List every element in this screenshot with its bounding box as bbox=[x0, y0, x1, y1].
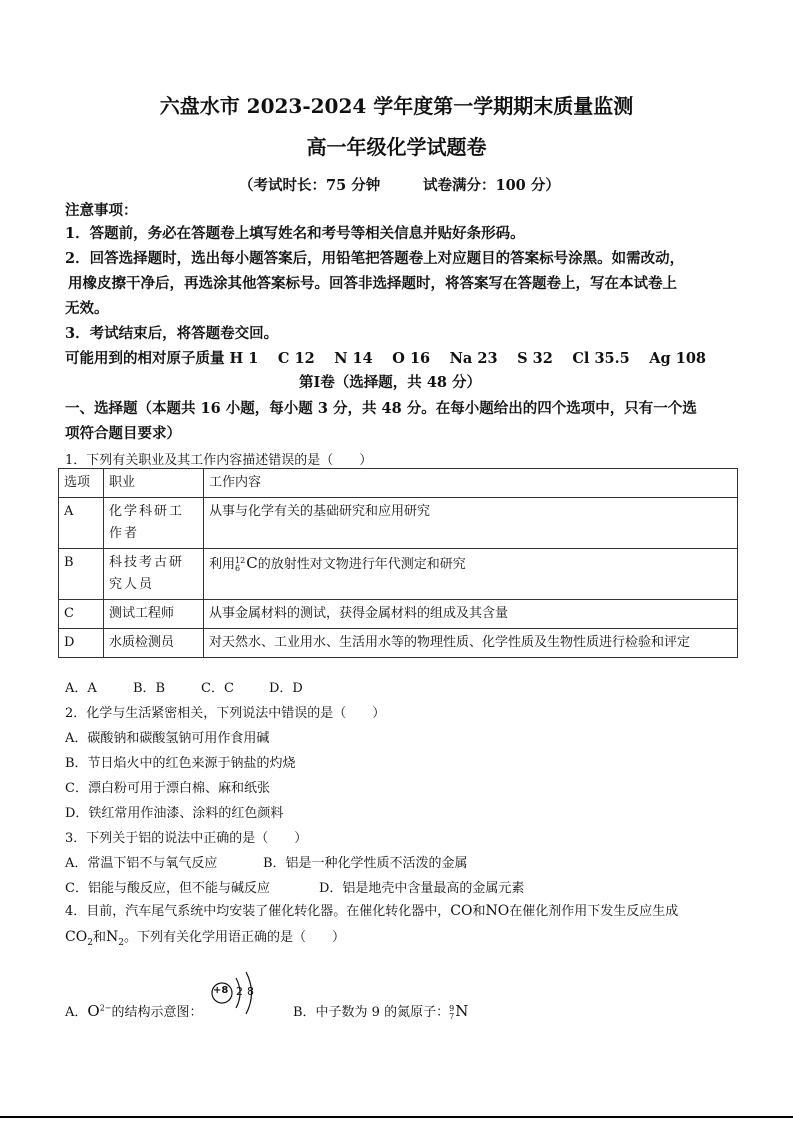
q4-and-2: 和 bbox=[92, 930, 106, 945]
q3-option-d[interactable]: D．铝是地壳中含量最高的金属元素 bbox=[319, 881, 525, 896]
row-option: C bbox=[59, 600, 104, 629]
nucleus-charge: +8 bbox=[213, 985, 229, 996]
q2-option-c[interactable]: C．漂白粉可用于漂白棉、麻和纸张 bbox=[65, 781, 270, 796]
page-bottom-rule bbox=[0, 1116, 793, 1118]
content-prefix: 利用 bbox=[209, 557, 236, 572]
co2-symbol: CO bbox=[65, 929, 88, 945]
note-3: 3．考试结束后，将答题卷交回。 bbox=[65, 325, 279, 342]
note-2-line-2: 用橡皮擦干净后，再选涂其他答案标号。回答非选择题时，将答案写在答题卷上，写在本试卷上 bbox=[68, 275, 677, 292]
nitrogen-isotope-notation bbox=[449, 1005, 454, 1021]
q2-stem: 2．化学与生活紧密相关，下列说法中错误的是（ ） bbox=[65, 706, 386, 721]
n2-subscript: 2 bbox=[118, 937, 124, 948]
q1-table bbox=[58, 468, 738, 658]
row-job: 测试工程师 bbox=[104, 600, 204, 629]
q3-option-c[interactable]: C．铝能与酸反应，但不能与碱反应 bbox=[65, 881, 270, 896]
row-content: 对天然水、工业用水、生活用水等的物理性质、化学性质及生物性质进行检验和评定 bbox=[204, 629, 738, 658]
formula-no: NO bbox=[485, 903, 510, 919]
q4-stem-line-2 bbox=[65, 926, 345, 948]
isotope-symbol: C bbox=[246, 554, 258, 572]
exam-subtitle: 高一年级化学试题卷 bbox=[306, 135, 487, 159]
nitrogen-mass: 9 bbox=[449, 1003, 455, 1013]
q4-stem-line-1 bbox=[65, 900, 678, 919]
header-content: 工作内容 bbox=[204, 469, 738, 498]
shell-2-electrons: 8 bbox=[247, 985, 254, 998]
q4-option-b-text: B．中子数为 9 的氮原子： bbox=[293, 1005, 450, 1020]
q4-option-a-text: 的结构示意图： bbox=[111, 1005, 203, 1020]
shell-1-electrons: 2 bbox=[236, 985, 243, 998]
q1-option-d[interactable]: D．D bbox=[269, 681, 303, 696]
table-row bbox=[59, 549, 738, 600]
oxide-ion-symbol: O bbox=[87, 1002, 100, 1020]
row-job: 化学科研工作者 bbox=[104, 498, 204, 549]
row-content: 从事金属材料的测试，获得金属材料的组成及其含量 bbox=[204, 600, 738, 629]
oxide-ion-charge: 2− bbox=[99, 1003, 112, 1013]
q1-option-a[interactable]: A．A bbox=[65, 681, 97, 696]
part1-heading: 第Ⅰ卷（选择题，共 48 分） bbox=[299, 374, 482, 391]
q4-stem-prefix: 4．目前，汽车尾气系统中均安装了催化转化器。在催化转化器中， bbox=[65, 904, 451, 919]
q1-option-b[interactable]: B．B bbox=[133, 681, 166, 696]
table-row bbox=[59, 498, 738, 549]
header-option: 选项 bbox=[59, 469, 104, 498]
q1-stem: 1．下列有关职业及其工作内容描述错误的是（ ） bbox=[65, 453, 373, 468]
formula-co: CO bbox=[450, 903, 473, 919]
table-row bbox=[59, 600, 738, 629]
note-2-line-3: 无效。 bbox=[65, 300, 109, 317]
q2-option-b[interactable]: B．节日焰火中的红色来源于钠盐的灼烧 bbox=[65, 756, 296, 771]
q3-option-b[interactable]: B．铝是一种化学性质不活泼的金属 bbox=[263, 856, 468, 871]
row-option: B bbox=[59, 549, 104, 600]
section-instructions-line-1: 一、选择题（本题共 16 小题，每小题 3 分，共 48 分。在每小题给出的四个选项中，只有一个选 bbox=[65, 400, 697, 417]
notes-heading: 注意事项： bbox=[65, 202, 138, 219]
q3-option-a[interactable]: A．常温下铝不与氧气反应 bbox=[65, 856, 218, 871]
table-header-row bbox=[59, 469, 738, 498]
note-2-line-1: 2．回答选择题时，选出每小题答案后，用铅笔把答题卷上对应题目的答案标号涂黑。如需改动， bbox=[65, 250, 685, 267]
row-content: 从事与化学有关的基础研究和应用研究 bbox=[204, 498, 738, 549]
atomic-mass: 可能用到的相对原子质量 H 1 C 12 N 14 O 16 Na 23 S 32 Cl 35.5 Ag 108 bbox=[65, 350, 707, 367]
q4-stem-mid: 在催化剂作用下发生反应生成 bbox=[509, 904, 679, 919]
nitrogen-symbol: N bbox=[455, 1002, 469, 1020]
row-option: D bbox=[59, 629, 104, 658]
co2-subscript: 2 bbox=[87, 937, 93, 948]
q4-and-1: 和 bbox=[472, 904, 486, 919]
isotope-mass: 12 bbox=[235, 555, 246, 565]
exam-time: （考试时长：75 分钟 bbox=[239, 177, 381, 194]
exam-title: 六盘水市 2023-2024 学年度第一学期期末质量监测 bbox=[159, 94, 634, 118]
q2-option-a[interactable]: A．碳酸钠和碳酸氢钠可用作食用碱 bbox=[65, 731, 270, 746]
formula-co2 bbox=[65, 929, 93, 948]
section-instructions-line-2: 项符合题目要求） bbox=[65, 425, 181, 442]
row-job: 水质检测员 bbox=[104, 629, 204, 658]
n2-symbol: N bbox=[105, 929, 119, 945]
note-1: 1．答题前，务必在答题卷上填写姓名和考号等相关信息并贴好条形码。 bbox=[65, 225, 525, 242]
q2-option-d[interactable]: D．铁红常用作油漆、涂料的红色颜料 bbox=[65, 806, 284, 821]
row-option: A bbox=[59, 498, 104, 549]
q3-stem: 3．下列关于铝的说法中正确的是（ ） bbox=[65, 831, 308, 846]
table-row bbox=[59, 629, 738, 658]
atomic-structure-diagram bbox=[209, 966, 265, 1020]
formula-n2 bbox=[105, 929, 124, 948]
row-job: 科技考古研究人员 bbox=[104, 549, 204, 600]
row-content bbox=[204, 549, 738, 600]
q1-option-c[interactable]: C．C bbox=[201, 681, 234, 696]
content-suffix: 的放射性对文物进行年代测定和研究 bbox=[257, 557, 466, 572]
isotope-notation bbox=[235, 557, 245, 573]
q4-option-b[interactable] bbox=[293, 1001, 468, 1021]
full-score: 试卷满分：100 分） bbox=[423, 177, 560, 194]
q4-option-a[interactable] bbox=[65, 1001, 203, 1020]
header-job: 职业 bbox=[104, 469, 204, 498]
isotope-number: 6 bbox=[235, 563, 241, 573]
q4-option-a-label: A． bbox=[65, 1005, 88, 1020]
nitrogen-number: 7 bbox=[449, 1011, 455, 1021]
q4-stem-end: 。下列有关化学用语正确的是（ ） bbox=[123, 930, 345, 945]
